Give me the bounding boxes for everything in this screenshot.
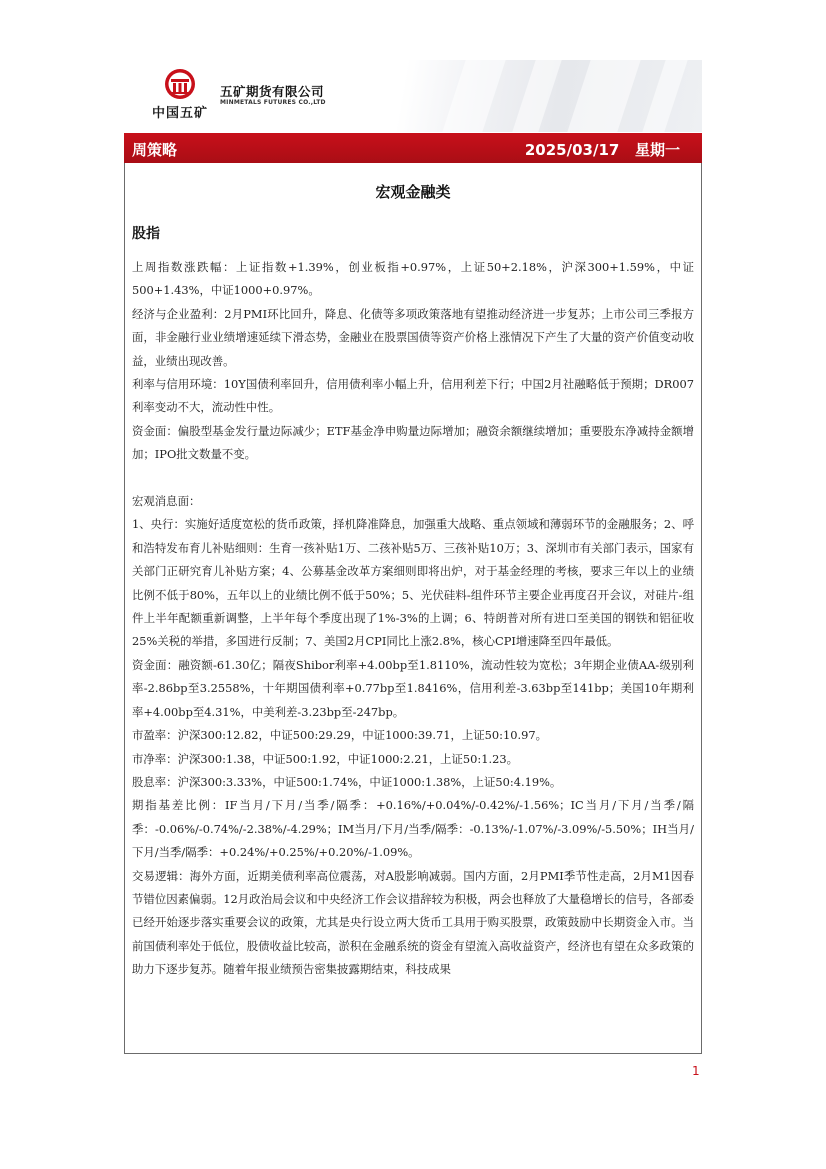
- paragraph-pe-ratio: 市盈率：沪深300:12.82，中证500:29.29，中证1000:39.71，上证50:10.97。: [132, 728, 548, 743]
- paragraph-index-performance: 上周指数涨跌幅：上证指数+1.39%，创业板指+0.97%，上证50+2.18%，沪深300+1.59%，中证500+1.43%，中证1000+0.97%。: [132, 260, 694, 298]
- paragraph-pb-ratio: 市净率：沪深300:1.38，中证500:1.92，中证1000:2.21，上证50:1.23。: [132, 751, 519, 766]
- report-date-line: [525, 139, 680, 160]
- company-logo: [150, 68, 210, 126]
- report-weekday: 星期一: [634, 141, 680, 159]
- report-title-bar: [124, 133, 702, 163]
- company-name-en: MINMETALS FUTURES CO.,LTD: [220, 99, 326, 106]
- report-type: 周策略: [132, 141, 178, 159]
- paragraph-economy-earnings: 经济与企业盈利：2月PMI环比回升，降息、化债等多项政策落地有望推动经济进一步复苏；上市公司三季报方面，非金融行业业绩增速延续下滑态势，金融业在股票国债等资产价格上涨情况下产生了大量的资产价值变动收益，业绩出现改善。: [132, 306, 694, 368]
- paragraph-spacer: [132, 467, 694, 490]
- sub-heading: 股指: [132, 226, 160, 242]
- report-date: 2025/03/17: [524, 141, 620, 159]
- paragraph-liquidity: 资金面：融资额-61.30亿；隔夜Shibor利率+4.00bp至1.8110%，流动性较为宽松；3年期企业债AA-级别利率-2.86bp至3.2558%，十年期国债利率+0.77bp至1.8416%，信用利差-3.63bp至141bp；美国10年期利率+4.00bp至4.31%，中美利差-3.23bp至-247bp。: [132, 657, 694, 719]
- page-header: [124, 60, 702, 132]
- logo-text: 中国五矿: [151, 106, 208, 121]
- paragraph-dividend-yield: 股息率：沪深300:3.33%，中证500:1.74%，中证1000:1.38%，上证50:4.19%。: [132, 774, 562, 789]
- paragraph-macro-news-label: 宏观消息面：: [132, 494, 201, 509]
- paragraph-trading-logic: 交易逻辑：海外方面，近期美债利率高位震荡，对A股影响减弱。国内方面，2月PMI季节性走高，2月M1因春节错位因素偏弱。12月政治局会议和中央经济工作会议措辞较为积极，两会也释放了大量稳增长的信号，各部委已经开始逐步落实重要会议的政策，尤其是央行设立两大货币工具用于购买股票，政策鼓励中长期资金入市。当前国债利率处于低位，股债收益比较高，淤积在金融系统的资金有望流入高收益资产，经济也有望在众多政策的助力下逐步复苏。随着年报业绩预告密集披露期结束，科技成果: [132, 868, 694, 977]
- paragraph-basis-ratio: 期指基差比例：IF当月/下月/当季/隔季：+0.16%/+0.04%/-0.42%/-1.56%；IC当月/下月/当季/隔季：-0.06%/-0.74%/-2.38%/-4.29%；IM当月/下月/当季/隔季：-0.13%/-1.07%/-3.09%/-5.50%；IH当月/下月/当季/隔季：+0.24%/+0.25%/+0.20%/-1.09%。: [132, 798, 694, 860]
- company-name-cn: 五矿期货有限公司: [220, 84, 325, 99]
- minmetals-emblem-icon: [164, 68, 196, 100]
- body-text: [132, 256, 694, 982]
- paragraph-fund-flows: 资金面：偏股型基金发行量边际减少；ETF基金净申购量边际增加；融资余额继续增加；重要股东净减持金额增加；IPO批文数量不变。: [132, 423, 694, 462]
- report-content: [124, 163, 702, 1054]
- paragraph-rates-credit: 利率与信用环境：10Y国债利率回升，信用债利率小幅上升，信用利差下行；中国2月社融略低于预期；DR007利率变动不大，流动性中性。: [132, 377, 694, 415]
- section-heading: 宏观金融类: [375, 183, 451, 201]
- paragraph-macro-news: 1、央行：实施好适度宽松的货币政策，择机降准降息，加强重大战略、重点领域和薄弱环节的金融服务；2、呼和浩特发布育儿补贴细则：生育一孩补贴1万、二孩补贴5万、三孩补贴10万；3、深圳市有关部门表示，国家有关部门正研究育儿补贴方案；4、公募基金改革方案细则即将出炉，对于基金经理的考核，要求三年以上的业绩比例不低于80%，五年以上的业绩比例不低于50%；5、光伏硅料-组件环节主要企业再度召开会议，对硅片-组件上半年配额重新调整，上半年每个季度出现了1%-3%的上调；6、特朗普对所有进口至美国的钢铁和铝征收25%关税的举措，多国进行反制；7、美国2月CPI同比上涨2.8%，核心CPI增速降至四年最低。: [132, 517, 694, 649]
- page-number: 1: [692, 1064, 700, 1078]
